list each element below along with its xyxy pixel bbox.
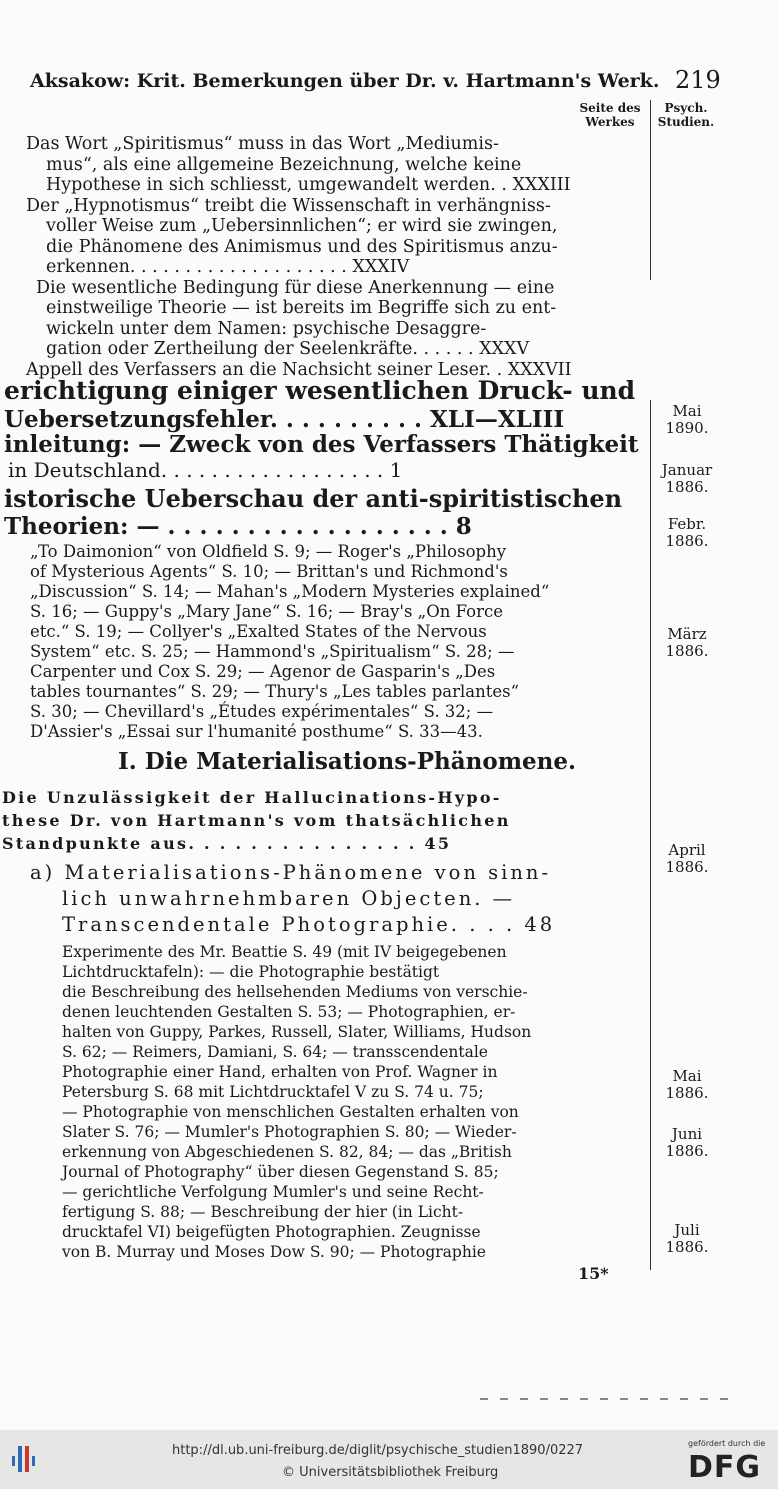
running-title: Aksakow: Krit. Bemerkungen über Dr. v. Hartmann's Werk. (30, 70, 660, 92)
top-entries (26, 134, 572, 380)
detail-line: Journal of Photography“ über diesen Gegenstand S. 85; (62, 1163, 499, 1181)
column-label-seite: Seite des Werkes (579, 101, 641, 129)
date-febr-1886: Febr. 1886. (665, 515, 709, 550)
detail-line: tables tournantes“ S. 29; — Thury's „Les tables parlantes“ (30, 682, 520, 701)
detail-line: Photographie einer Hand, erhalten von Prof. Wagner in (62, 1063, 498, 1081)
section-title: I. Die Materialisations-Phänomene. (118, 748, 577, 775)
toc-line: Standpunkte aus. . . . . . . . . . . . . . . 45 (2, 834, 452, 853)
toc-line: Appell des Verfassers an die Nachsicht seiner Leser. . XXXVII (26, 359, 572, 380)
signature-mark: 15* (578, 1264, 609, 1283)
detail-line: halten von Guppy, Parkes, Russell, Slater, Williams, Hudson (62, 1023, 532, 1041)
toc-line: Der „Hypnotismus“ treibt die Wissenschaft in verhängniss- (26, 195, 551, 216)
detail-line: Slater S. 76; — Mumler's Photographien S. 80; — Wieder- (62, 1123, 517, 1141)
dfg-caption: gefördert durch die (688, 1439, 766, 1448)
detail-line: „Discussion“ S. 14; — Mahan's „Modern Mysteries explained“ (30, 582, 550, 601)
subsection-a (30, 860, 555, 938)
toc-line: erkennen. . . . . . . . . . . . . . . . . . . . XXXIV (46, 257, 410, 277)
detail-line: S. 30; — Chevillard's „Études expérimentales“ S. 32; — (30, 702, 494, 721)
detail-line: System“ etc. S. 25; — Hammond's „Spiritualism“ S. 28; — (30, 642, 515, 661)
date-juni-1886: Juni 1886. (665, 1125, 709, 1160)
copyright-text: © Universitätsbibliothek Freiburg (282, 1465, 499, 1480)
detail-line: fertigung S. 88; — Beschreibung der hier (in Licht- (62, 1203, 464, 1221)
detail-line: erkennung von Abgeschiedenen S. 82, 84; — das „British (62, 1143, 512, 1161)
scan-artifact (480, 1398, 740, 1400)
toc-line: voller Weise zum „Uebersinnlichen“; er wird sie zwingen, (46, 216, 558, 236)
unzulaessigkeit-entry (2, 786, 511, 855)
toc-line: a) Materialisations-Phänomene von sinn- (30, 861, 552, 884)
toc-line: mus“, als eine allgemeine Bezeichnung, welche keine (46, 154, 522, 175)
detail-line: S. 16; — Guppy's „Mary Jane“ S. 16; — Bray's „On Force (30, 602, 503, 621)
date-mai-1890: Mai 1890. (665, 402, 709, 437)
toc-line: einstweilige Theorie — ist bereits im Begriffe sich zu ent- (46, 298, 557, 318)
berichtigung-line2: Uebersetzungsfehler. . . . . . . . . . XLI—XLIII (4, 406, 565, 433)
detail-line: drucktafel VI) beigefügten Photographien. Zeugnisse (62, 1223, 481, 1241)
detail-line: — gerichtliche Verfolgung Mumler's und seine Recht- (62, 1183, 484, 1201)
toc-line: die Phänomene des Animismus und des Spiritismus anzu- (46, 236, 558, 257)
date-april-1886: April 1886. (665, 841, 709, 876)
detail-line: Petersburg S. 68 mit Lichtdrucktafel V zu S. 74 u. 75; (62, 1083, 484, 1101)
toc-line: lich unwahrnehmbaren Objecten. — (62, 887, 516, 910)
dfg-logo: DFG (688, 1450, 762, 1485)
date-mai-1886: Mai 1886. (665, 1067, 709, 1102)
detail-line: die Beschreibung des hellsehenden Mediums von verschie- (62, 983, 528, 1001)
detail-line: — Photographie von menschlichen Gestalten erhalten von (62, 1103, 519, 1121)
toc-line: Die wesentliche Bedingung für diese Anerkennung — eine (36, 277, 555, 298)
berichtigung-title: erichtigung einiger wesentlichen Druck- und (4, 376, 636, 405)
toc-line: gation oder Zertheilung der Seelenkräfte. . . . . . XXXV (46, 339, 530, 359)
date-juli-1886: Juli 1886. (665, 1221, 709, 1256)
toc-line: Transcendentale Photographie. . . . 48 (62, 913, 556, 936)
historische-title: istorische Ueberschau der anti-spiritistischen (4, 484, 623, 513)
date-januar-1886: Januar 1886. (661, 461, 713, 496)
einleitung-title: inleitung: — Zweck von des Verfassers Thätigkeit (4, 431, 639, 458)
experimente-detail (62, 942, 531, 1262)
theorien-detail (30, 542, 549, 742)
detail-line: S. 62; — Reimers, Damiani, S. 64; — transscendentale (62, 1043, 488, 1061)
column-divider (650, 400, 651, 1270)
toc-line: Das Wort „Spiritismus“ muss in das Wort „Mediumis- (26, 134, 499, 154)
detail-line: denen leuchtenden Gestalten S. 53; — Photographien, er- (62, 1003, 516, 1021)
detail-line: of Mysterious Agents“ S. 10; — Brittan's und Richmond's (30, 562, 508, 581)
detail-line: Carpenter und Cox S. 29; — Agenor de Gasparin's „Des (30, 662, 496, 681)
toc-line: wickeln unter dem Namen: psychische Desaggre- (46, 318, 487, 339)
toc-line: these Dr. von Hartmann's vom thatsächlichen (2, 811, 511, 830)
detail-line: Experimente des Mr. Beattie S. 49 (mit IV beigegebenen (62, 943, 507, 961)
column-divider (650, 100, 651, 280)
detail-line: D'Assier's „Essai sur l'humanité posthume“ S. 33—43. (30, 722, 483, 741)
column-label-psych: Psych. Studien. (657, 101, 715, 129)
source-url[interactable]: http://dl.ub.uni-freiburg.de/diglit/psychische_studien1890/0227 (172, 1443, 584, 1458)
detail-line: Lichtdrucktafeln): — die Photographie bestätigt (62, 963, 440, 981)
date-maerz-1886: März 1886. (665, 625, 709, 660)
detail-line: von B. Murray und Moses Dow S. 90; — Photographie (62, 1243, 486, 1261)
einleitung-line2: in Deutschland. . . . . . . . . . . . . . . . . . 1 (8, 458, 403, 482)
page-number: 219 (675, 66, 721, 94)
toc-line: Hypothese in sich schliesst, umgewandelt werden. . XXXIII (46, 175, 571, 195)
detail-line: „To Daimonion“ von Oldfield S. 9; — Roger's „Philosophy (30, 542, 507, 561)
detail-line: etc.“ S. 19; — Collyer's „Exalted States of the Nervous (30, 622, 487, 641)
historische-line2: Theorien: — . . . . . . . . . . . . . . . . . . 8 (4, 513, 472, 540)
viewer-footer (0, 1430, 778, 1489)
toc-line: Die Unzulässigkeit der Hallucinations-Hypo- (2, 788, 502, 807)
ub-freiburg-logo-icon (10, 1442, 38, 1476)
